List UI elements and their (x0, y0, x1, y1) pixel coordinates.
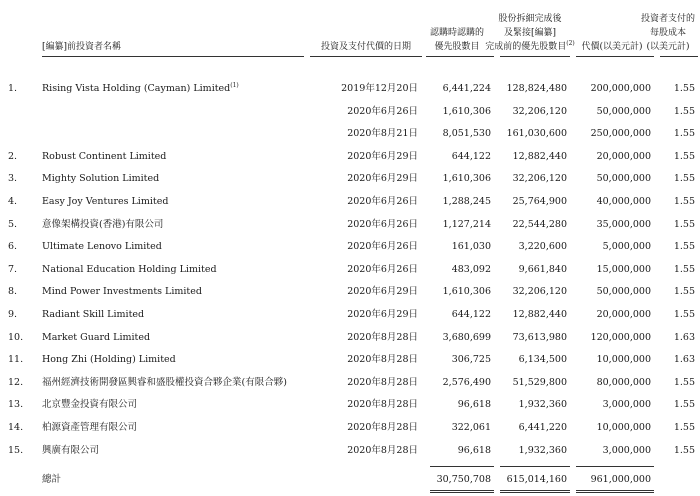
preferred-shares-subscribed: 1,127,214 (442, 218, 491, 230)
header-cost-col (636, 12, 700, 54)
preferred-shares-after-split: 25,764,900 (512, 196, 567, 207)
table-row (0, 440, 700, 462)
preferred-shares-subscribed: 644,122 (451, 309, 491, 320)
preferred-shares-after-split: 73,613,980 (512, 331, 567, 343)
preferred-shares-subscribed: 306,725 (451, 354, 491, 366)
preferred-shares-after-split: 128,824,480 (506, 83, 567, 94)
preferred-shares-after-split: 6,441,220 (518, 422, 567, 433)
preferred-shares-subscribed: 1,610,306 (442, 173, 491, 185)
investor-name: Hong Zhi (Holding) Limited (42, 354, 176, 366)
row-index: 2. (8, 150, 18, 162)
preferred-shares-subscribed: 8,051,530 (442, 128, 491, 140)
preferred-shares-after-split: 22,544,280 (512, 218, 567, 230)
row-index: 3. (8, 173, 18, 185)
cost-per-share-usd: 1.55 (673, 105, 695, 117)
preferred-shares-subscribed: 96,618 (457, 399, 491, 411)
investor-name: National Education Holding Limited (42, 263, 217, 275)
investor-footnote-marker: (1) (230, 81, 239, 89)
consideration-usd: 3,000,000 (602, 444, 651, 456)
row-index: 4. (8, 196, 18, 207)
preferred-shares-after-split: 6,134,500 (518, 354, 567, 366)
row-index: 7. (8, 263, 18, 275)
consideration-usd: 80,000,000 (596, 376, 651, 388)
investment-date: 2020年8月28日 (347, 422, 418, 433)
table-row (0, 236, 700, 258)
preferred-shares-subscribed: 1,610,306 (442, 286, 491, 298)
preferred-shares-after-split: 51,529,800 (512, 376, 567, 388)
header-rule-pre (426, 56, 494, 57)
investment-date: 2019年12月20日 (341, 83, 418, 94)
header-rule-cost (660, 56, 698, 57)
preferred-shares-after-split: 3,220,600 (518, 241, 567, 253)
investor-name: 福州經濟技術開發區興睿和盛股權投資合夥企業(有限合夥) (42, 376, 287, 388)
consideration-usd: 5,000,000 (602, 241, 651, 253)
header-rule-cons (576, 56, 654, 57)
table-row (0, 168, 700, 190)
row-index: 15. (8, 444, 24, 456)
consideration-usd: 10,000,000 (596, 354, 651, 366)
preferred-shares-subscribed: 96,618 (457, 444, 491, 456)
consideration-usd: 3,000,000 (602, 399, 651, 411)
total-post-shares: 615,014,160 (506, 474, 567, 485)
consideration-usd: 20,000,000 (596, 150, 651, 162)
header-cons-label: 代價(以美元計) (581, 42, 643, 52)
header-cost-line-1: 投資者支付的 (640, 14, 695, 24)
preferred-shares-after-split: 161,030,600 (506, 128, 567, 140)
subtotal-rule-pre (430, 466, 494, 467)
investment-date: 2020年6月26日 (347, 263, 418, 275)
investor-name: Mind Power Investments Limited (42, 286, 202, 298)
investor-name: Robust Continent Limited (42, 150, 167, 162)
cost-per-share-usd: 1.55 (673, 422, 695, 433)
cost-per-share-usd: 1.55 (673, 83, 695, 94)
header-post-footnote: (2) (566, 40, 575, 47)
consideration-usd: 15,000,000 (596, 263, 651, 275)
header-pre-line-2: 優先股數目 (434, 42, 480, 52)
total-double-rule-pre (430, 490, 494, 493)
preferred-shares-subscribed: 161,030 (451, 241, 491, 253)
investor-name: Radiant Skill Limited (42, 309, 145, 320)
row-index: 8. (8, 286, 18, 298)
header-post-line-3-text: 完成前的優先股數目 (485, 42, 567, 52)
investor-name: 北京豐金投資有限公司 (42, 399, 138, 411)
cost-per-share-usd: 1.63 (673, 354, 695, 366)
investment-date: 2020年8月28日 (347, 399, 418, 411)
subtotal-rule-post (500, 466, 570, 467)
header-date-col (310, 40, 422, 54)
investment-date: 2020年6月26日 (347, 105, 418, 117)
investor-name: Easy Joy Ventures Limited (42, 196, 169, 207)
cost-per-share-usd: 1.55 (673, 196, 695, 207)
preferred-shares-subscribed: 1,288,245 (442, 196, 491, 207)
consideration-usd: 50,000,000 (596, 105, 651, 117)
row-index: 11. (8, 354, 24, 366)
consideration-usd: 200,000,000 (590, 83, 651, 94)
investor-name: Mighty Solution Limited (42, 173, 160, 185)
header-rule-name (42, 56, 304, 57)
investor-name: Market Guard Limited (42, 331, 151, 343)
preferred-shares-subscribed: 1,610,306 (442, 105, 491, 117)
row-index: 10. (8, 331, 24, 343)
cost-per-share-usd: 1.55 (673, 150, 695, 162)
cost-per-share-usd: 1.55 (673, 444, 695, 456)
consideration-usd: 20,000,000 (596, 309, 651, 320)
preferred-shares-after-split: 32,206,120 (512, 286, 567, 298)
investment-date: 2020年8月28日 (347, 331, 418, 343)
investment-date: 2020年6月29日 (347, 150, 418, 162)
row-index: 13. (8, 399, 24, 411)
investor-name: 意像架構投資(香港)有限公司 (42, 218, 164, 230)
investor-name-wrap (42, 78, 239, 100)
total-pre-shares: 30,750,708 (436, 474, 491, 485)
table-row (0, 417, 700, 439)
cost-per-share-usd: 1.55 (673, 218, 695, 230)
investor-name: Rising Vista Holding (Cayman) Limited (42, 83, 231, 94)
header-rule-date (310, 56, 422, 57)
header-name-col (42, 40, 121, 54)
consideration-usd: 50,000,000 (596, 286, 651, 298)
preferred-shares-after-split: 12,882,440 (512, 150, 567, 162)
cost-per-share-usd: 1.55 (673, 376, 695, 388)
preferred-shares-subscribed: 6,441,224 (442, 83, 491, 94)
cost-per-share-usd: 1.55 (673, 399, 695, 411)
consideration-usd: 250,000,000 (590, 128, 651, 140)
investment-date: 2020年8月28日 (347, 354, 418, 366)
table-row (0, 394, 700, 416)
table-row (0, 101, 700, 123)
table-row (0, 372, 700, 394)
investment-date: 2020年6月26日 (347, 196, 418, 207)
total-double-rule-cons (576, 490, 654, 493)
row-index: 14. (8, 422, 24, 433)
preferred-shares-subscribed: 483,092 (451, 263, 491, 275)
preferred-shares-after-split: 1,932,360 (518, 444, 567, 456)
subtotal-rule-cons (576, 466, 654, 467)
header-name-label: [編纂]前投資者名稱 (42, 42, 122, 52)
preferred-shares-after-split: 32,206,120 (512, 105, 567, 117)
table-row (0, 259, 700, 281)
cost-per-share-usd: 1.55 (673, 309, 695, 320)
preferred-shares-after-split: 32,206,120 (512, 173, 567, 185)
table-row (0, 349, 700, 371)
preferred-shares-subscribed: 644,122 (451, 150, 491, 162)
cost-per-share-usd: 1.55 (673, 241, 695, 253)
investment-date: 2020年6月26日 (347, 241, 418, 253)
header-date-label: 投資及支付代價的日期 (320, 42, 411, 52)
header-cost-line-2: 每股成本 (649, 28, 686, 38)
investment-date: 2020年6月26日 (347, 218, 418, 230)
investor-name: Ultimate Lenovo Limited (42, 241, 162, 253)
investment-date: 2020年8月21日 (347, 128, 418, 140)
table-row (0, 78, 700, 100)
row-index: 5. (8, 218, 18, 230)
row-index: 9. (8, 309, 18, 320)
cost-per-share-usd: 1.55 (673, 173, 695, 185)
table-row (0, 214, 700, 236)
cost-per-share-usd: 1.63 (673, 331, 695, 343)
total-label: 總計 (42, 474, 62, 485)
investment-date: 2020年6月29日 (347, 286, 418, 298)
preferred-shares-subscribed: 322,061 (451, 422, 491, 433)
table-row (0, 281, 700, 303)
consideration-usd: 40,000,000 (596, 196, 651, 207)
header-pre-line-1: 認購時認購的 (429, 28, 484, 38)
header-cost-line-3: (以美元計) (646, 42, 690, 52)
investor-name: 柏源資產管理有限公司 (42, 422, 138, 433)
header-post-line-1: 股份拆細完成後 (498, 14, 562, 24)
table-row (0, 191, 700, 213)
preferred-shares-subscribed: 3,680,699 (442, 331, 491, 343)
header-post-line-2: 及緊接[編纂] (503, 28, 557, 38)
investor-name: 興廣有限公司 (42, 444, 100, 456)
investment-date: 2020年6月29日 (347, 173, 418, 185)
total-double-rule-post (500, 490, 570, 493)
row-index: 12. (8, 376, 24, 388)
preferred-shares-after-split: 12,882,440 (512, 309, 567, 320)
consideration-usd: 35,000,000 (596, 218, 651, 230)
cost-per-share-usd: 1.55 (673, 263, 695, 275)
table-row (0, 304, 700, 326)
preferred-shares-subscribed: 2,576,490 (442, 376, 491, 388)
preferred-shares-after-split: 9,661,840 (518, 263, 567, 275)
investment-date: 2020年8月28日 (347, 444, 418, 456)
row-index: 1. (8, 83, 18, 94)
row-index: 6. (8, 241, 18, 253)
consideration-usd: 50,000,000 (596, 173, 651, 185)
header-rule-post (500, 56, 570, 57)
consideration-usd: 10,000,000 (596, 422, 651, 433)
table-row (0, 146, 700, 168)
consideration-usd: 120,000,000 (590, 331, 651, 343)
preferred-shares-after-split: 1,932,360 (518, 399, 567, 411)
cost-per-share-usd: 1.55 (673, 286, 695, 298)
table-row (0, 123, 700, 145)
table-row (0, 327, 700, 349)
total-row (0, 469, 700, 491)
investment-date: 2020年6月29日 (347, 309, 418, 320)
total-consideration: 961,000,000 (590, 474, 651, 485)
investment-date: 2020年8月28日 (347, 376, 418, 388)
cost-per-share-usd: 1.55 (673, 128, 695, 140)
